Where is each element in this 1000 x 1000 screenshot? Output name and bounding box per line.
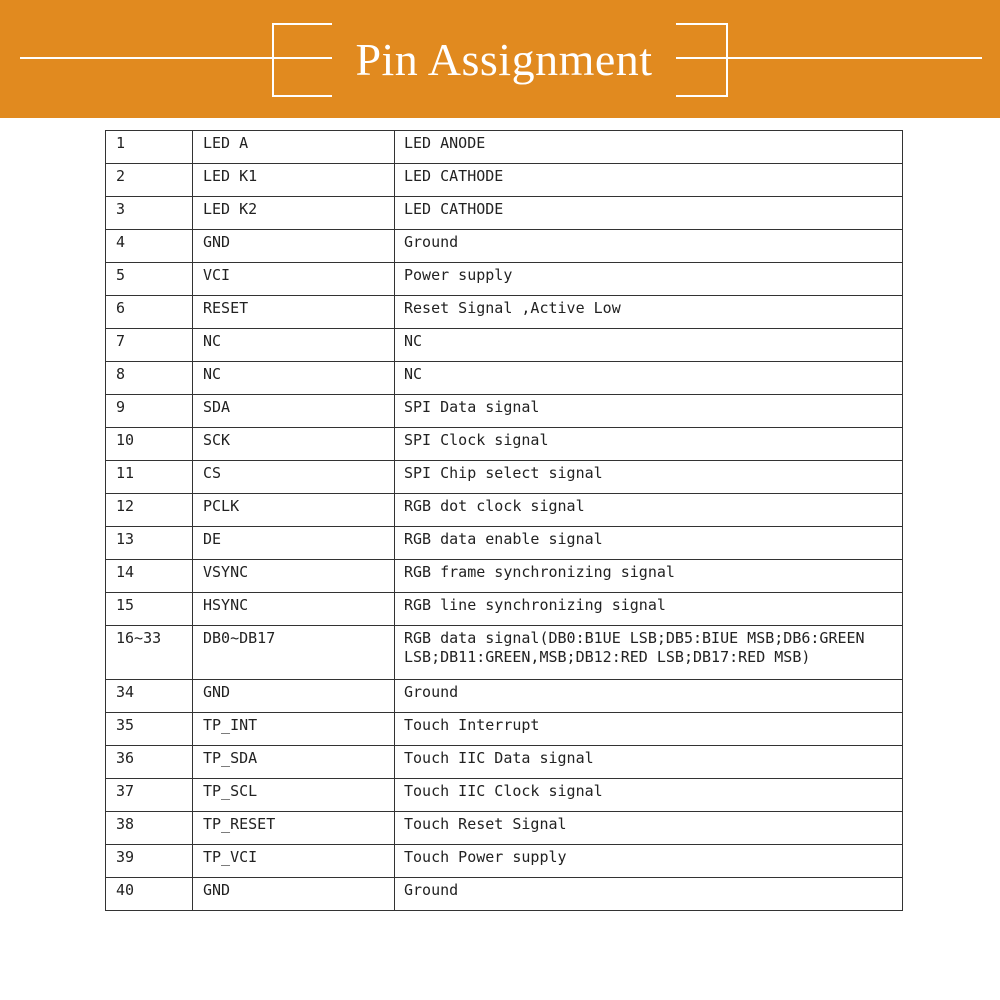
table-row — [106, 878, 903, 911]
pin-description: RGB frame synchronizing signal — [395, 560, 903, 593]
table-row — [106, 428, 903, 461]
table-row — [106, 164, 903, 197]
pin-description: Ground — [395, 878, 903, 911]
pin-description: SPI Clock signal — [395, 428, 903, 461]
table-row — [106, 296, 903, 329]
pin-symbol: DE — [193, 527, 395, 560]
pin-symbol: GND — [193, 230, 395, 263]
pin-symbol: GND — [193, 680, 395, 713]
pin-number: 12 — [106, 494, 193, 527]
table-row — [106, 461, 903, 494]
pin-symbol: VSYNC — [193, 560, 395, 593]
pin-description: NC — [395, 329, 903, 362]
table-row — [106, 746, 903, 779]
pin-description: Power supply — [395, 263, 903, 296]
pin-description: RGB line synchronizing signal — [395, 593, 903, 626]
pin-number: 2 — [106, 164, 193, 197]
pin-symbol: TP_SDA — [193, 746, 395, 779]
table-row — [106, 626, 903, 680]
title-banner — [0, 0, 1000, 118]
table-row — [106, 494, 903, 527]
pin-symbol: GND — [193, 878, 395, 911]
pin-description: Touch Power supply — [395, 845, 903, 878]
table-row — [106, 593, 903, 626]
pin-description: Touch IIC Data signal — [395, 746, 903, 779]
pin-symbol: LED K1 — [193, 164, 395, 197]
pin-symbol: LED A — [193, 131, 395, 164]
pin-symbol: NC — [193, 362, 395, 395]
pin-description: Touch IIC Clock signal — [395, 779, 903, 812]
pin-number: 10 — [106, 428, 193, 461]
table-row — [106, 230, 903, 263]
pin-number: 34 — [106, 680, 193, 713]
table-row — [106, 395, 903, 428]
pin-description: Touch Interrupt — [395, 713, 903, 746]
pin-symbol: TP_RESET — [193, 812, 395, 845]
table-row — [106, 131, 903, 164]
pin-number: 39 — [106, 845, 193, 878]
pin-number: 6 — [106, 296, 193, 329]
pin-number: 3 — [106, 197, 193, 230]
table-row — [106, 527, 903, 560]
pin-number: 13 — [106, 527, 193, 560]
pin-table-body — [106, 131, 903, 911]
pin-symbol: LED K2 — [193, 197, 395, 230]
pin-description: SPI Chip select signal — [395, 461, 903, 494]
pin-number: 38 — [106, 812, 193, 845]
pin-number: 15 — [106, 593, 193, 626]
pin-description: Touch Reset Signal — [395, 812, 903, 845]
pin-symbol: CS — [193, 461, 395, 494]
table-row — [106, 263, 903, 296]
pin-number: 7 — [106, 329, 193, 362]
table-row — [106, 362, 903, 395]
table-row — [106, 845, 903, 878]
pin-description: Reset Signal ,Active Low — [395, 296, 903, 329]
pin-number: 5 — [106, 263, 193, 296]
pin-description: LED CATHODE — [395, 197, 903, 230]
pin-symbol: TP_SCL — [193, 779, 395, 812]
table-row — [106, 713, 903, 746]
pin-description: RGB data signal(DB0:B1UE LSB;DB5:BIUE MSB;DB6:GREEN LSB;DB11:GREEN,MSB;DB12:RED LSB;DB17:RED MSB) — [395, 626, 903, 680]
pin-number: 1 — [106, 131, 193, 164]
pin-number: 16~33 — [106, 626, 193, 680]
pin-symbol: SDA — [193, 395, 395, 428]
pin-number: 8 — [106, 362, 193, 395]
pin-symbol: TP_VCI — [193, 845, 395, 878]
pin-description: LED CATHODE — [395, 164, 903, 197]
pin-symbol: NC — [193, 329, 395, 362]
pin-assignment-table — [105, 130, 903, 911]
table-row — [106, 680, 903, 713]
pin-number: 35 — [106, 713, 193, 746]
pin-symbol: RESET — [193, 296, 395, 329]
table-row — [106, 560, 903, 593]
pin-symbol: DB0~DB17 — [193, 626, 395, 680]
pin-description: SPI Data signal — [395, 395, 903, 428]
pin-description: LED ANODE — [395, 131, 903, 164]
pin-symbol: TP_INT — [193, 713, 395, 746]
table-row — [106, 329, 903, 362]
pin-number: 36 — [106, 746, 193, 779]
pin-description: RGB dot clock signal — [395, 494, 903, 527]
pin-symbol: SCK — [193, 428, 395, 461]
table-row — [106, 779, 903, 812]
page-title: Pin Assignment — [355, 34, 653, 85]
table-row — [106, 812, 903, 845]
table-row — [106, 197, 903, 230]
pin-description: Ground — [395, 230, 903, 263]
pin-number: 4 — [106, 230, 193, 263]
pin-symbol: PCLK — [193, 494, 395, 527]
pin-description: Ground — [395, 680, 903, 713]
pin-number: 11 — [106, 461, 193, 494]
pin-symbol: HSYNC — [193, 593, 395, 626]
pin-number: 9 — [106, 395, 193, 428]
pin-symbol: VCI — [193, 263, 395, 296]
pin-description: RGB data enable signal — [395, 527, 903, 560]
pin-number: 14 — [106, 560, 193, 593]
pin-description: NC — [395, 362, 903, 395]
pin-number: 40 — [106, 878, 193, 911]
pin-number: 37 — [106, 779, 193, 812]
